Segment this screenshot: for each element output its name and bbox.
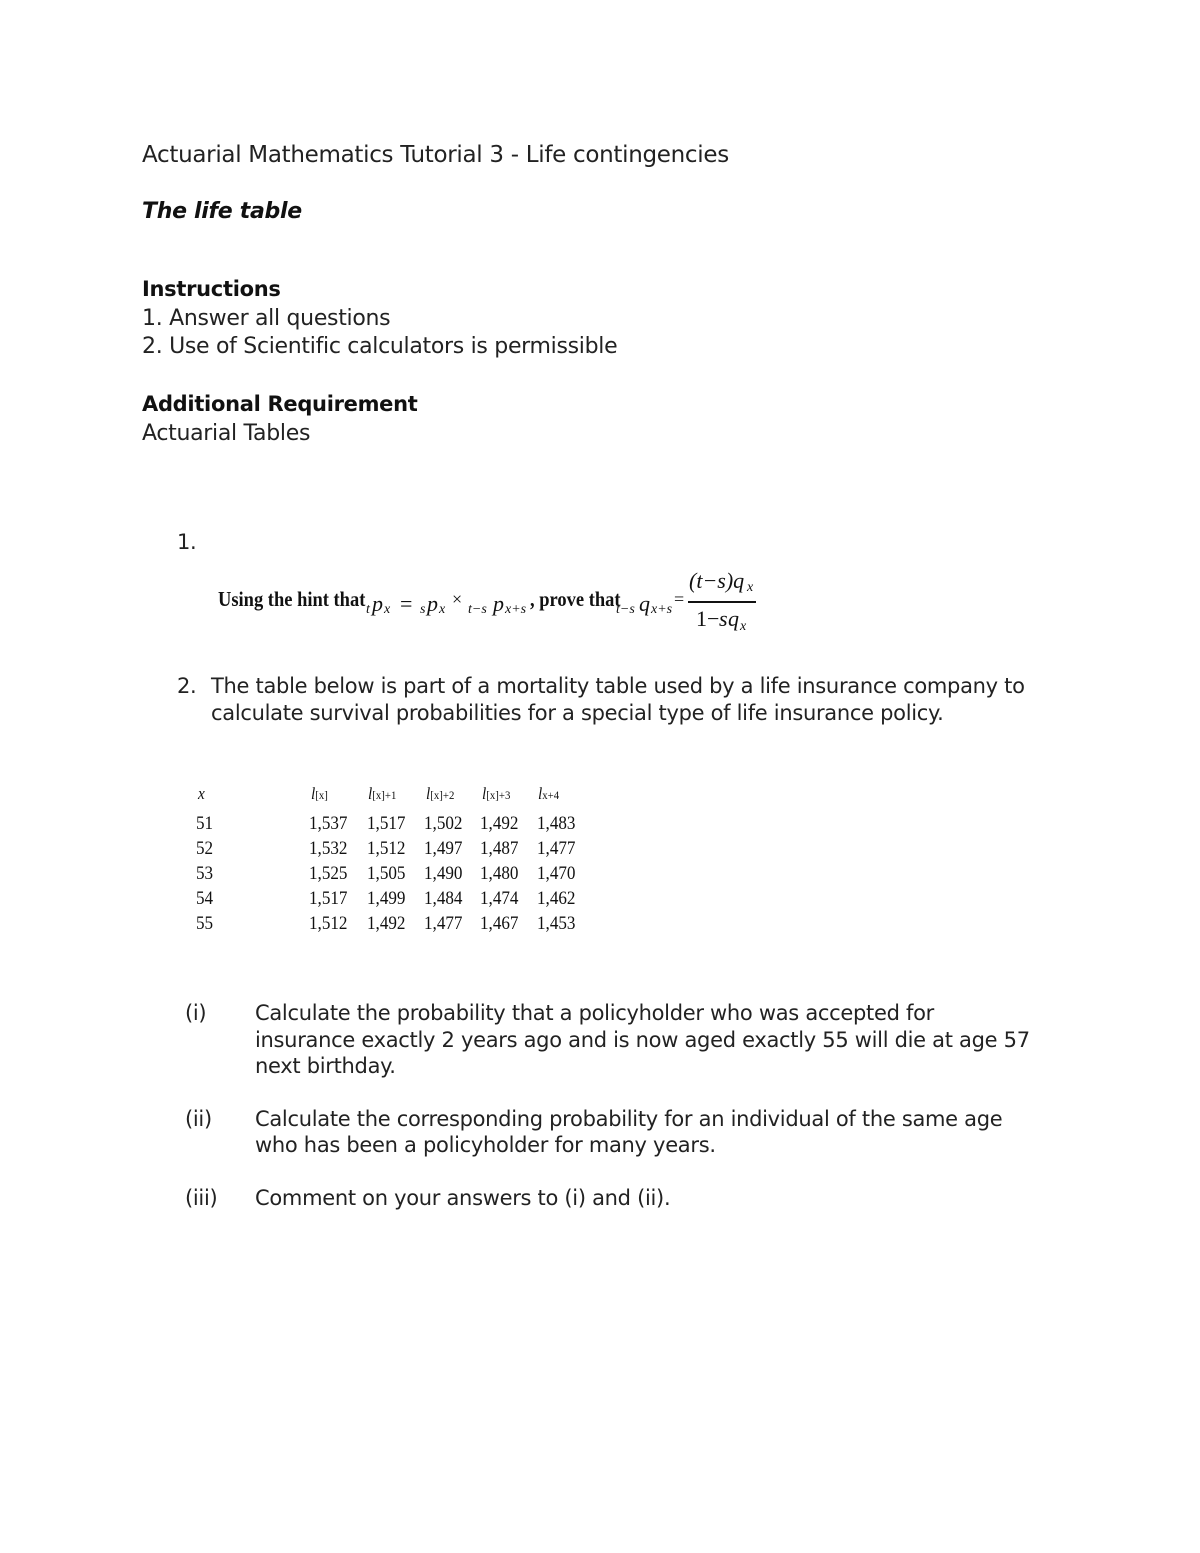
table-cell: 1,484: [424, 888, 463, 909]
formula-numerator: (t−s)q: [689, 568, 745, 593]
table-header: l[x]+2: [426, 784, 455, 803]
table-cell: 1,490: [424, 863, 463, 884]
table-cell: 1,537: [309, 813, 348, 834]
table-cell-x: 51: [196, 813, 214, 834]
table-cell: 1,517: [367, 813, 406, 834]
table-cell-x: 52: [196, 838, 214, 859]
part-i-label: (i): [185, 1001, 207, 1025]
part-ii-text-line: who has been a policyholder for many years.: [255, 1133, 716, 1157]
part-iii-label: (iii): [185, 1186, 218, 1210]
formula-term2-p: p: [493, 591, 504, 616]
formula-lhs-p: p: [372, 591, 383, 616]
formula-target-equals: =: [674, 589, 685, 609]
table-cell: 1,502: [424, 813, 463, 834]
question-2-number: 2.: [177, 674, 197, 698]
formula-lhs-sub-right: x: [384, 602, 391, 617]
question-1-number: 1.: [177, 530, 197, 554]
table-cell: 1,453: [537, 913, 576, 934]
instruction-item: 1. Answer all questions: [142, 306, 391, 331]
table-cell: 1,532: [309, 838, 348, 859]
formula-denominator-s: s: [719, 606, 728, 631]
table-cell: 1,492: [367, 913, 406, 934]
table-cell: 1,512: [309, 913, 348, 934]
instruction-item: 2. Use of Scientific calculators is permissible: [142, 334, 618, 359]
table-cell-x: 53: [196, 863, 214, 884]
table-header: l[x]: [311, 784, 328, 803]
formula-target-sub-left: t−s: [616, 602, 635, 617]
table-cell-x: 55: [196, 913, 214, 934]
part-i-text-line: Calculate the probability that a policyholder who was accepted for: [255, 1001, 934, 1025]
table-header: l[x]+1: [368, 784, 397, 803]
part-iii-text-line: Comment on your answers to (i) and (ii).: [255, 1186, 671, 1210]
table-cell: 1,467: [480, 913, 519, 934]
formula-denominator-sub: x: [740, 619, 747, 634]
formula-times: ×: [452, 589, 463, 609]
table-cell: 1,470: [537, 863, 576, 884]
formula-target-sub-right: x+s: [651, 602, 673, 617]
table-cell: 1,462: [537, 888, 576, 909]
document-subtitle: The life table: [142, 199, 302, 224]
table-cell: 1,477: [424, 913, 463, 934]
question-2-text-line: The table below is part of a mortality table used by a life insurance company to: [211, 674, 1025, 698]
formula-target-q: q: [639, 591, 650, 616]
additional-requirement-heading: Additional Requirement: [142, 392, 418, 416]
table-cell: 1,492: [480, 813, 519, 834]
part-ii-text-line: Calculate the corresponding probability for an individual of the same age: [255, 1107, 1003, 1131]
formula-term1-sub-right: x: [439, 602, 446, 617]
table-cell: 1,483: [537, 813, 576, 834]
formula-denominator-q: q: [728, 606, 739, 631]
table-cell: 1,499: [367, 888, 406, 909]
table-cell: 1,505: [367, 863, 406, 884]
table-cell-x: 54: [196, 888, 214, 909]
formula-denominator: 1−: [696, 606, 720, 631]
formula-term2-sub-left: t−s: [468, 602, 487, 617]
table-cell: 1,474: [480, 888, 519, 909]
table-header: l[x]+3: [482, 784, 511, 803]
question-1-formula: [218, 566, 778, 638]
part-i-text-line: insurance exactly 2 years ago and is now aged exactly 55 will die at age 57: [255, 1028, 1030, 1052]
table-cell: 1,525: [309, 863, 348, 884]
table-cell: 1,517: [309, 888, 348, 909]
formula-mid-text: , prove that: [530, 587, 621, 611]
table-cell: 1,497: [424, 838, 463, 859]
table-header: lx+4: [538, 784, 560, 803]
table-cell: 1,477: [537, 838, 576, 859]
formula-lead-text: Using the hint that: [218, 587, 366, 611]
formula-term1-sub-left: s: [420, 602, 426, 617]
table-cell: 1,480: [480, 863, 519, 884]
additional-requirement-text: Actuarial Tables: [142, 421, 311, 446]
formula-term1-p: p: [427, 591, 438, 616]
table-cell: 1,487: [480, 838, 519, 859]
instructions-heading: Instructions: [142, 277, 281, 301]
table-cell: 1,512: [367, 838, 406, 859]
document-title: Actuarial Mathematics Tutorial 3 - Life contingencies: [142, 142, 729, 168]
formula-numerator-sub: x: [747, 580, 754, 595]
question-2-text-line: calculate survival probabilities for a special type of life insurance policy.: [211, 701, 944, 725]
formula-equals: =: [400, 591, 413, 616]
formula-fraction-bar: [688, 601, 756, 603]
part-i-text-line: next birthday.: [255, 1054, 396, 1078]
formula-term2-sub-right: x+s: [505, 602, 527, 617]
table-header-x: x: [198, 784, 205, 803]
part-ii-label: (ii): [185, 1107, 212, 1131]
formula-lhs-sub-left: t: [366, 602, 370, 617]
